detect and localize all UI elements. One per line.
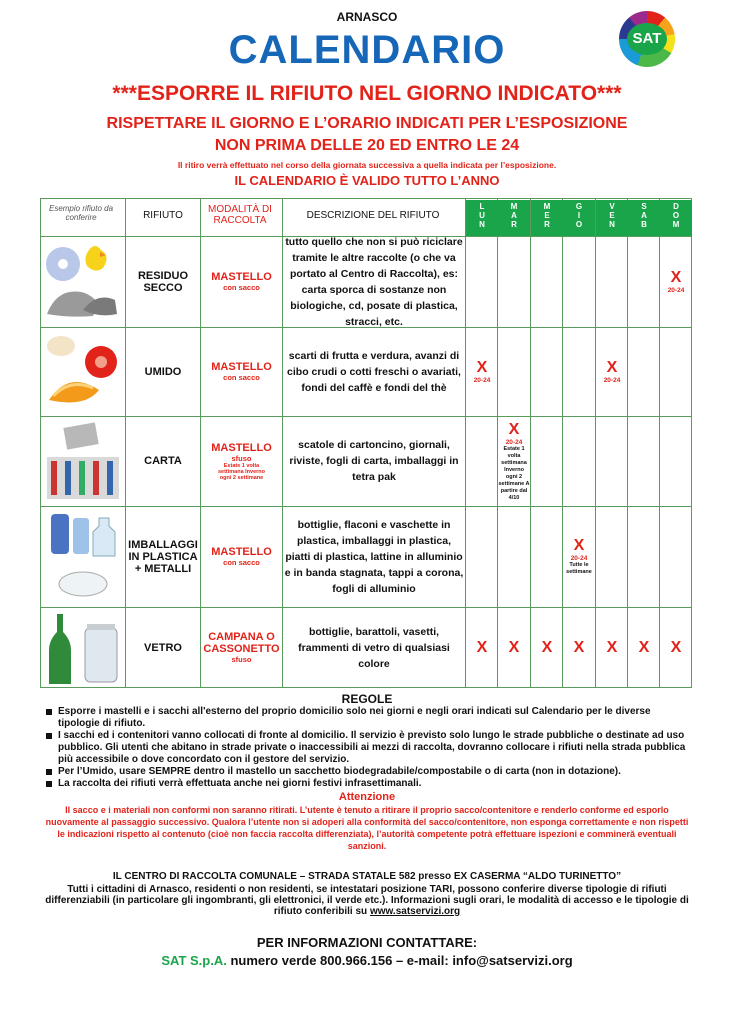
carta-image [43,419,123,503]
pickup-note: Il ritiro verrà effettuato nel corso della giornata successiva a quella indicata per l’esposizione. [177,160,557,170]
rule-item: La raccolta dei rifiuti verrà effettuata anche nei giorni festivi infrasettimanali. [44,778,690,790]
rules-title: REGOLE [341,692,393,706]
vetro-image [43,610,123,686]
mark-x: X [541,638,553,656]
mark-x: X [476,638,488,656]
mark-x: X [670,638,682,656]
collection-mode [201,546,282,567]
column-divider [562,198,563,688]
subtitle-line-2: NON PRIMA DELLE 20 ED ENTRO LE 24 [214,137,520,154]
subtitle-line-1: RISPETTARE IL GIORNO E L’ORARIO INDICATI PER L’ESPOSIZIONE [106,115,628,132]
mode-label: MASTELLO [211,546,272,558]
collection-mark [498,639,530,657]
mark-note: Tutte le settimane [566,562,592,575]
plastica-image [43,508,123,604]
collection-mark [660,639,692,657]
mark-x: X [606,359,618,376]
mode-label: MASTELLO [211,441,272,454]
centro-body: Tutti i cittadini di Arnasco, residenti o non residenti, se intestatari posizione TARI, possono conferire diverse tipologie di rifiuti differenziabili (in particolare gli ingombranti, gli elettronici, il verde etc.). Informazioni sugli orari, le modalità di accesso e le tipologie di rifiuto conferibili su [45,884,689,917]
day-header: D O M [660,200,692,236]
mark-time: 20-24 [473,377,491,384]
waste-name: IMBALLAGGI IN PLASTICA + METALLI [128,538,198,575]
rule-item: Esporre i mastelli e i sacchi all'esterno del proprio domicilio solo nei giorni e negli orari indicati sul Calendario per le diverse tipologie di rifiuto. [44,706,690,730]
waste-description: bottiglie, flaconi e vaschette in plastica, imballaggi in plastica, piatti di plastica, lattine in alluminio e in banda stagnata, tappi a corona, fogli di alluminio [284,518,464,595]
collection-mark [563,537,595,576]
waste-name: VETRO [144,641,182,654]
day-header: G I O [563,200,595,236]
column-divider [282,198,283,688]
mode-sub: con sacco [223,373,260,382]
day-header: V E N [596,200,628,236]
mode-note: Estate 1 volta settimana Inverno ogni 2 settimane [217,462,266,481]
collection-mode [201,271,282,292]
column-divider [627,198,628,688]
validity-note: IL CALENDARIO È VALIDO TUTTO L’ANNO [234,173,500,188]
expose-banner: ***ESPORRE IL RIFIUTO NEL GIORNO INDICATO*** [112,82,622,105]
umido-image [43,330,123,414]
mark-time: 20-24 [570,555,588,562]
collection-mode [201,631,282,664]
rule-item: Per l’Umido, usare SEMPRE dentro il mastello un sacchetto biodegradabile/compostabile o di carta (non in dotazione). [44,766,690,778]
centro-text [44,884,690,917]
info-title: PER INFORMAZIONI CONTATTARE: [256,935,478,950]
mark-x: X [573,537,585,554]
day-header: S A B [628,200,660,236]
sat-logo [619,11,675,67]
collection-mark [531,639,563,657]
company-name: SAT S.p.A. [161,953,227,968]
mark-x: X [638,638,650,656]
residuo-secco-image [43,240,123,324]
header-mode: MODALITÀ DI RACCOLTA [208,204,272,226]
waste-description: scarti di frutta e verdura, avanzi di cibo crudi o cotti freschi o avariati, fondi del caffè e fondi del thè [287,349,461,394]
phone-text: numero verde 800.966.156 [230,953,393,968]
waste-name: UMIDO [144,365,182,378]
day-header: L U N [466,200,498,236]
header-description: DESCRIZIONE DEL RIFIUTO [306,210,440,221]
collection-mark [563,639,595,657]
website-link[interactable]: www.satservizi.org [369,906,461,917]
collection-mark [660,269,692,294]
waste-description: tutto quello che non si può riciclare tramite le altre raccolte (o che va portato al Centro di Raccolta), es: carta sporca di sostanze non biologiche, cd, posate di plastica, stracci, etc. [285,235,463,328]
collection-mark [466,359,498,384]
collection-mark [596,359,628,384]
waste-name: RESIDUO SECCO [137,269,189,294]
mark-x: X [573,638,585,656]
mark-time: 20-24 [505,438,523,446]
collection-mode [201,361,282,382]
day-header: M A R [498,200,530,236]
mode-label: CAMPANA O CASSONETTO [203,631,280,655]
mode-label: MASTELLO [211,271,272,283]
centro-title: IL CENTRO DI RACCOLTA COMUNALE – STRADA STATALE 582 presso EX CASERMA “ALDO TURINETTO” [112,871,622,882]
mode-label: MASTELLO [211,361,272,373]
collection-mark [596,639,628,657]
mark-x: X [670,269,682,286]
mark-x: X [508,420,520,438]
waste-description: scatole di cartoncino, giornali, riviste, fogli di carta, imballaggi in tetra pak [289,439,459,483]
waste-name: CARTA [144,455,182,467]
rule-item: I sacchi ed i contenitori vanno collocati di fronte al domicilio. Il servizio è previsto solo lungo le strade pubbliche o destinate ad uso pubblico. Gli utenti che abitano in strade private o inaccessibili ai mezzi di raccolta, dovranno collocare i rifiuti nella strada pubblica più accessibile o dove concordato con il gestore del servizio. [44,730,690,766]
waste-description: bottiglie, barattoli, vasetti, frammenti di vetro di qualsiasi colore [298,625,450,670]
attention-title: Attenzione [338,791,396,803]
collection-mode [201,442,282,481]
attention-text: Il sacco e i materiali non conformi non saranno ritirati. L’utente è tenuto a ritirare il proprio sacco/contenitore e renderlo conforme ed esporlo nuovamente al passaggio successivo. Qualora l’utente non si adoperi alla conformità del sacco/contenitore, non esponga correttamente e non rispetti le indicazioni rispetto al contenuto (cioè non faccia raccolta differenziata), l’autorità competente potrà effettuare ispezioni e commineră eventuali sanzioni. [45,805,689,851]
page-title: CALENDARIO [228,28,506,72]
mark-note: Estate 1 volta settimana Inverno ogni 2 settimane A partire dal 4/10 [498,445,530,501]
collection-mark [466,639,498,657]
mode-sub: con sacco [223,283,260,292]
mark-x: X [606,638,618,656]
contact-line [0,953,734,968]
logo-text: SAT [632,30,662,47]
mode-sub: sfuso [231,453,252,463]
mark-time: 20-24 [603,377,621,384]
header-waste: RIFIUTO [143,210,183,221]
mark-x: X [476,359,488,376]
town-name: ARNASCO [336,10,398,24]
day-header: M E R [531,200,563,236]
collection-mark [498,421,530,502]
mode-sub: sfuso [231,655,252,664]
collection-mark [628,639,660,657]
header-example: Esempio rifiuto da conferire [48,204,114,222]
mark-x: X [508,638,520,656]
mode-sub: con sacco [223,558,260,567]
mark-time: 20-24 [667,287,685,294]
column-divider [595,198,596,688]
column-divider [465,198,466,688]
rules-list [44,706,690,790]
email-text: – e-mail: info@satservizi.org [395,953,573,968]
column-divider [530,198,531,688]
